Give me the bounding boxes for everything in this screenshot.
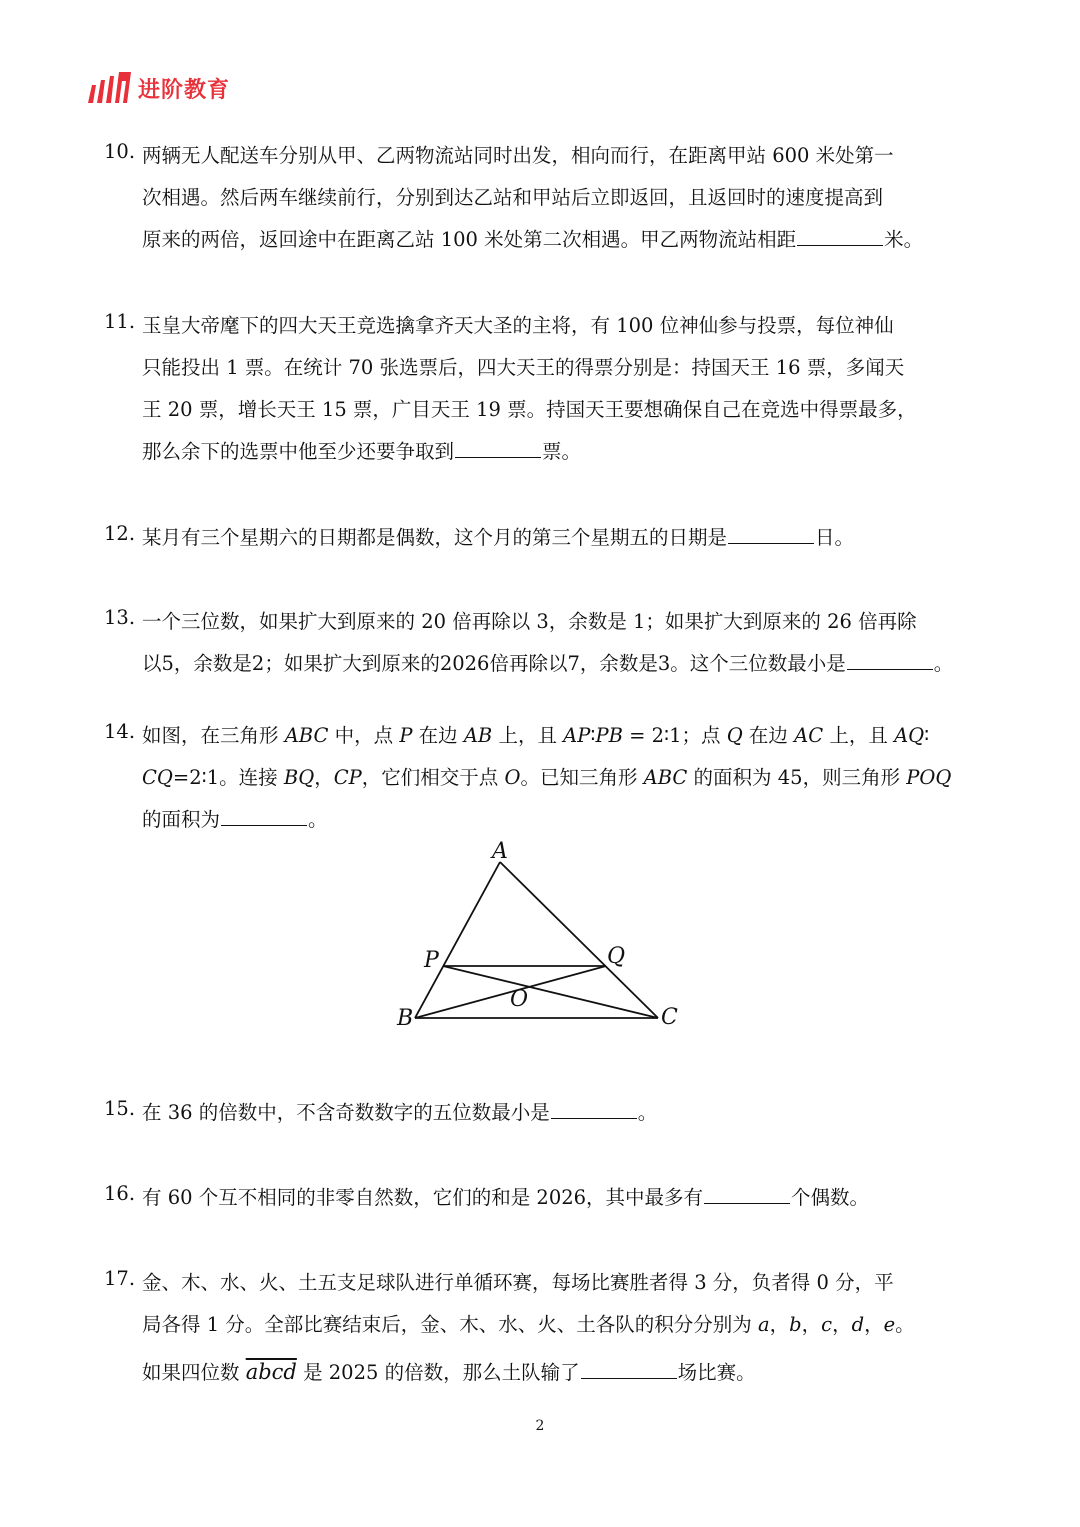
label-b: B <box>397 1006 414 1031</box>
question-text-line: 玉皇大帝麾下的四大天王竞选擒拿齐天大圣的主将，有 100 位神仙参与投票，每位神仙 <box>142 314 894 337</box>
question-text-line: 有 60 个互不相同的非零自然数，它们的和是 2026，其中最多有 个偶数。 <box>142 1182 869 1210</box>
question-number: 16. <box>104 1182 136 1205</box>
question-text-line: 局各得 1 分。全部比赛结束后，金、木、水、火、土各队的积分分别为 a，b，c，d，e。 <box>142 1313 915 1336</box>
question-text-line: 的面积为 。 <box>142 804 328 832</box>
answer-blank[interactable] <box>221 805 307 826</box>
question-text-line: CQ=2∶1。连接 BQ，CP，它们相交于点 O。已知三角形 ABC 的面积为 45，则三角形 POQ <box>142 766 952 789</box>
brand-name: 进阶教育 <box>138 77 231 103</box>
answer-blank[interactable] <box>551 1098 637 1119</box>
question-text-line: 两辆无人配送车分别从甲、乙两物流站同时出发，相向而行，在距离甲站 600 米处第一 <box>142 144 894 167</box>
question-number: 14. <box>104 720 136 743</box>
brand-bars-icon <box>86 71 132 105</box>
label-o: O <box>510 987 529 1012</box>
question-text-line: 只能投出 1 票。在统计 70 张选票后，四大天王的得票分别是：持国天王 16 票，多闻天 <box>142 356 905 379</box>
question-text-line: 以5，余数是2；如果扩大到原来的2026倍再除以7，余数是3。这个三位数最小是 。 <box>142 648 953 676</box>
segment-cp <box>443 966 658 1018</box>
answer-blank[interactable] <box>455 437 541 458</box>
answer-blank[interactable] <box>704 1183 790 1204</box>
question-number: 11. <box>104 310 136 333</box>
label-a: A <box>492 839 508 864</box>
question-text-line: 某月有三个星期六的日期都是偶数，这个月的第三个星期五的日期是 日。 <box>142 522 854 550</box>
label-q: Q <box>607 944 626 969</box>
question-text-line: 次相遇。然后两车继续前行，分别到达乙站和甲站后立即返回，且返回时的速度提高到 <box>142 186 884 209</box>
question-text-line: 在 36 的倍数中，不含奇数数字的五位数最小是 。 <box>142 1097 657 1125</box>
four-digit-number: abcd <box>245 1360 297 1384</box>
page-number: 2 <box>535 1418 545 1434</box>
label-c: C <box>661 1005 678 1030</box>
question-number: 17. <box>104 1267 136 1290</box>
brand-logo <box>86 70 230 106</box>
question-text-line: 那么余下的选票中他至少还要争取到 票。 <box>142 436 581 464</box>
question-text-line: 如果四位数 abcd 是 2025 的倍数，那么土队输了 场比赛。 <box>142 1360 756 1384</box>
label-p: P <box>424 948 439 973</box>
question-number: 15. <box>104 1097 136 1120</box>
question-text-line: 王 20 票，增长天王 15 票，广目天王 19 票。持国天王要想确保自己在竞选中得票最多， <box>142 398 917 421</box>
answer-blank[interactable] <box>847 649 933 670</box>
answer-blank[interactable] <box>797 225 883 246</box>
question-text-line: 如图，在三角形 ABC 中，点 P 在边 AB 上，且 AP∶PB = 2∶1；点 Q 在边 AC 上，且 AQ∶ <box>142 724 930 747</box>
question-number: 12. <box>104 522 136 545</box>
question-text-line: 一个三位数，如果扩大到原来的 20 倍再除以 3，余数是 1；如果扩大到原来的 26 倍再除 <box>142 610 917 633</box>
question-number: 13. <box>104 606 136 629</box>
answer-blank[interactable] <box>581 1358 677 1379</box>
edge-ab <box>415 862 500 1018</box>
question-text-line: 金、木、水、火、土五支足球队进行单循环赛，每场比赛胜者得 3 分，负者得 0 分，平 <box>142 1271 894 1294</box>
question-text-line: 原来的两倍，返回途中在距离乙站 100 米处第二次相遇。甲乙两物流站相距 米。 <box>142 224 923 252</box>
triangle-figure <box>380 838 700 1038</box>
answer-blank[interactable] <box>728 523 814 544</box>
question-number: 10. <box>104 140 136 163</box>
